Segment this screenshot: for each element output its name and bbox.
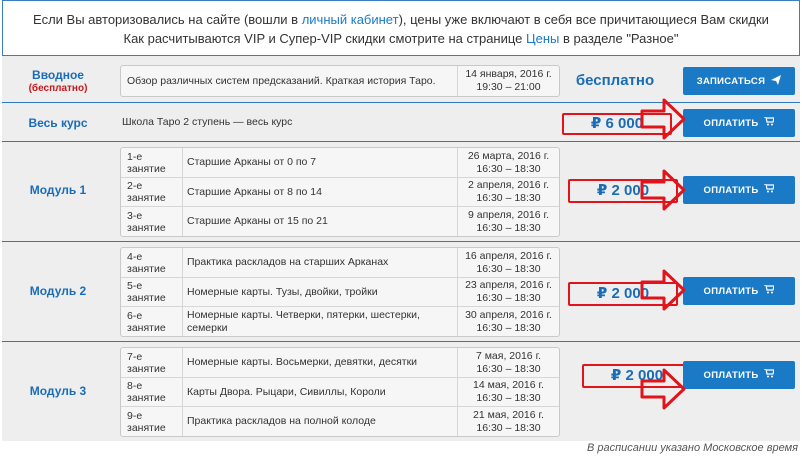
lesson-date-text: 16 апреля, 2016 г.	[465, 249, 552, 262]
lesson-number: 3-е занятие	[121, 207, 183, 236]
lesson-date	[457, 178, 559, 206]
paper-plane-icon	[771, 75, 781, 88]
lesson-title: Старшие Арканы от 8 по 14	[187, 185, 322, 198]
lesson-title: Старшие Арканы от 0 по 7	[187, 156, 317, 168]
pay-button-label: ОПЛАТИТЬ	[703, 117, 759, 129]
module-price: ₽ 2 000	[568, 282, 678, 306]
pay-button[interactable]	[683, 277, 795, 305]
lesson-date-text: 9 апреля, 2016 г.	[467, 208, 549, 221]
lesson-date	[457, 278, 559, 306]
red-arrow-icon	[640, 367, 686, 411]
lesson-time-text: 16:30 – 18:30	[476, 221, 541, 234]
lesson-time-text: 16:30 – 18:30	[476, 392, 541, 404]
lesson-time-text: 16:30 – 18:30	[476, 321, 541, 334]
signup-button[interactable]	[683, 67, 795, 95]
lesson-date-text: 7 мая, 2016 г.	[475, 349, 542, 362]
module-label: Модуль 3	[29, 384, 87, 398]
pay-button-label: ОПЛАТИТЬ	[703, 369, 759, 381]
module-price: ₽ 2 000	[568, 179, 678, 203]
cart-icon	[764, 117, 774, 129]
pay-button-label: ОПЛАТИТЬ	[703, 285, 759, 297]
notice-text: Если Вы авторизовались на сайте (вошли в	[33, 12, 302, 27]
cart-icon	[764, 184, 774, 196]
full-course-description: Школа Таро 2 ступень — весь курс	[122, 116, 293, 128]
lesson-date-text: 23 апреля, 2016 г.	[465, 279, 552, 291]
lesson-time-text: 16:30 – 18:30	[476, 421, 541, 434]
lesson-number: 2-е занятие	[121, 178, 183, 206]
lesson-row	[121, 148, 559, 178]
notice-line-2	[3, 29, 799, 48]
intro-price: бесплатно	[575, 72, 655, 89]
lesson-date-text: 30 апреля, 2016 г.	[465, 308, 552, 321]
module-label: Модуль 1	[29, 183, 87, 197]
lesson-title: Номерные карты. Тузы, двойки, тройки	[187, 285, 378, 298]
pay-button[interactable]	[683, 176, 795, 204]
full-course-price: ₽ 6 000	[562, 113, 672, 135]
notice-text: ), цены уже включают в себя все причитающиеся Вам скидки	[398, 12, 769, 27]
lesson-title: Практика раскладов на полной колоде	[187, 415, 376, 427]
free-sublabel: (бесплатно)	[28, 83, 88, 94]
lesson-time-text: 19:30 – 21:00	[476, 81, 541, 93]
lesson-time-text: 16:30 – 18:30	[476, 192, 541, 204]
lesson-title: Номерные карты. Четверки, пятерки, шестерки, семерки	[187, 308, 420, 334]
lesson-date	[457, 348, 559, 377]
red-arrow-icon	[640, 168, 686, 212]
lesson-number: 1-е занятие	[121, 148, 183, 177]
pay-button[interactable]	[683, 109, 795, 137]
intro-title: Вводное	[32, 68, 84, 82]
lesson-date	[457, 207, 559, 236]
module-lessons	[120, 247, 560, 337]
signup-button-label: ЗАПИСАТЬСЯ	[696, 75, 766, 87]
lesson-row	[121, 248, 559, 278]
lesson-time-text: 16:30 – 18:30	[476, 162, 541, 175]
module-lessons	[120, 147, 560, 237]
lesson-row	[121, 407, 559, 436]
module-label: Модуль 2	[29, 284, 87, 298]
notice-text: в разделе "Разное"	[559, 31, 679, 46]
intro-label	[2, 68, 114, 94]
pay-button-label: ОПЛАТИТЬ	[703, 184, 759, 196]
notice-line-1	[3, 10, 799, 29]
lesson-date	[457, 148, 559, 177]
lesson-date-text: 14 января, 2016 г.	[465, 68, 552, 80]
personal-cabinet-link[interactable]: личный кабинет	[301, 12, 399, 27]
lesson-row	[121, 378, 559, 407]
lesson-number: 9-е занятие	[121, 407, 183, 436]
lesson-row	[121, 278, 559, 307]
notice-text: Как расчитываются VIP и Супер-VIP скидки смотрите на странице	[123, 31, 527, 46]
red-arrow-icon	[640, 268, 686, 312]
lesson-row	[121, 178, 559, 207]
lesson-date	[457, 407, 559, 436]
discount-notice	[2, 0, 800, 56]
lesson-date	[457, 307, 559, 336]
cart-icon	[764, 285, 774, 297]
lesson-date	[457, 66, 559, 96]
intro-lesson-box	[120, 65, 560, 97]
lesson-number: 6-е занятие	[121, 307, 183, 336]
cart-icon	[764, 369, 774, 381]
lesson-title: Обзор различных систем предсказаний. Краткая история Таро.	[127, 74, 436, 87]
lesson-title: Номерные карты. Восьмерки, девятки, десятки	[187, 356, 418, 368]
lesson-date	[457, 248, 559, 277]
lesson-number: 5-е занятие	[121, 278, 183, 306]
full-course-label: Весь курс	[28, 116, 88, 130]
lesson-row	[121, 307, 559, 336]
lesson-date	[457, 378, 559, 406]
lesson-date-text: 2 апреля, 2016 г.	[467, 179, 549, 191]
lesson-date-text: 26 марта, 2016 г.	[467, 149, 550, 162]
lesson-title: Карты Двора. Рыцари, Сивиллы, Короли	[187, 385, 386, 398]
lesson-title: Практика раскладов на старших Арканах	[187, 256, 389, 268]
red-arrow-icon	[640, 97, 686, 141]
lesson-date-text: 21 мая, 2016 г.	[473, 408, 544, 421]
lesson-time-text: 16:30 – 18:30	[476, 262, 541, 275]
pay-button[interactable]	[683, 361, 795, 389]
lesson-number: 7-е занятие	[121, 348, 183, 377]
module-lessons	[120, 347, 560, 437]
lesson-time-text: 16:30 – 18:30	[476, 292, 541, 304]
lesson-number: 4-е занятие	[121, 248, 183, 277]
lesson-time-text: 16:30 – 18:30	[476, 362, 541, 375]
lesson-row	[121, 207, 559, 236]
prices-link[interactable]: Цены	[526, 31, 560, 46]
timezone-footnote: В расписании указано Московское время	[586, 442, 798, 454]
lesson-date-text: 14 мая, 2016 г.	[473, 379, 544, 391]
lesson-number: 8-е занятие	[121, 378, 183, 406]
module-price: ₽ 2 000	[582, 364, 692, 388]
lesson-row	[121, 348, 559, 378]
lesson-title: Старшие Арканы от 15 по 21	[187, 215, 328, 227]
lesson-row	[121, 66, 559, 96]
